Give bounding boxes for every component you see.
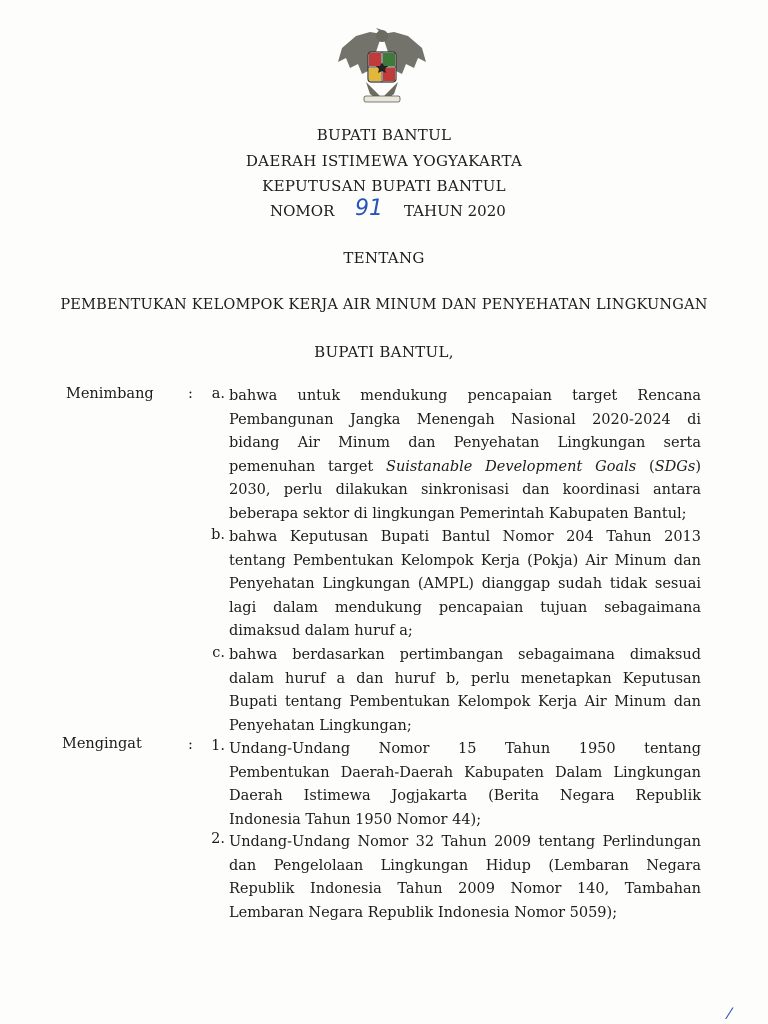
text-fragment: (: [636, 458, 655, 475]
decree-year: TAHUN 2020: [404, 202, 506, 220]
sdgs-term: Suistanable Development Goals: [386, 458, 637, 475]
menimbang-c-text: [229, 644, 701, 738]
menimbang-label: Menimbang: [66, 386, 154, 402]
text-line: bahwa untuk mendukung pencapaian target Rencana: [229, 388, 701, 404]
text-line: dalam huruf a dan huruf b, perlu menetapkan Keputusan: [229, 670, 701, 687]
text-line: lagi dalam mendukung pencapaian tujuan sebagaimana: [229, 599, 701, 616]
text-line: Pembangunan Jangka Menengah Nasional 2020-2024 di: [229, 411, 701, 428]
text-fragment: ): [695, 458, 701, 475]
menimbang-b-text: [229, 526, 701, 644]
menimbang-c-marker: c.: [212, 645, 225, 661]
nomor-label: NOMOR: [270, 202, 335, 220]
text-line: bidang Air Minum dan Penyehatan Lingkungan serta: [229, 435, 701, 452]
text-line: Penyehatan Lingkungan;: [229, 717, 412, 734]
text-line: [229, 456, 701, 480]
initial-mark: ⁄: [728, 1004, 731, 1023]
text-line: Pembentukan Daerah-Daerah Kabupaten Dalam Lingkungan: [229, 764, 701, 781]
mengingat-2-marker: 2.: [211, 831, 225, 847]
mengingat-colon: :: [188, 737, 193, 753]
mengingat-1-text: [229, 738, 701, 832]
decree-subject: PEMBENTUKAN KELOMPOK KERJA AIR MINUM DAN PENYEHATAN LINGKUNGAN: [60, 297, 708, 313]
text-line: Republik Indonesia Tahun 2009 Nomor 140, Tambahan: [229, 881, 701, 898]
tentang-heading: TENTANG: [343, 249, 425, 267]
authority-line: BUPATI BANTUL,: [314, 343, 454, 361]
sdgs-abbrev: SDGs: [654, 458, 696, 475]
text-line: Undang-Undang Nomor 32 Tahun 2009 tentang Perlindungan: [229, 834, 701, 850]
menimbang-a-marker: a.: [211, 386, 225, 402]
text-fragment: pemenuhan target: [229, 458, 387, 475]
text-line: bahwa berdasarkan pertimbangan sebagaimana dimaksud: [229, 647, 701, 663]
text-line: Penyehatan Lingkungan (AMPL) dianggap sudah tidak sesuai: [229, 576, 701, 593]
menimbang-b-marker: b.: [211, 527, 225, 543]
mengingat-2-text: [229, 831, 701, 925]
text-line: Undang-Undang Nomor 15 Tahun 1950 tentang: [229, 741, 701, 757]
menimbang-colon: :: [188, 386, 193, 402]
text-line: tentang Pembentukan Kelompok Kerja (Pokja) Air Minum dan: [229, 552, 701, 569]
mengingat-label: Mengingat: [62, 736, 142, 752]
text-line: beberapa sektor di lingkungan Pemerintah Kabupaten Bantul;: [229, 505, 687, 522]
text-line: bahwa Keputusan Bupati Bantul Nomor 204 Tahun 2013: [229, 529, 701, 545]
document-issuer: BUPATI BANTUL: [316, 126, 452, 144]
text-line: Daerah Istimewa Jogjakarta (Berita Negara Republik: [229, 788, 701, 805]
decree-number-handwritten: 91: [355, 196, 383, 221]
text-line: dimaksud dalam huruf a;: [229, 623, 413, 640]
mengingat-1-marker: 1.: [211, 738, 225, 754]
text-line: dan Pengelolaan Lingkungan Hidup (Lembaran Negara: [229, 857, 701, 874]
text-line: Bupati tentang Pembentukan Kelompok Kerja Air Minum dan: [229, 694, 701, 711]
document-region: DAERAH ISTIMEWA YOGYAKARTA: [245, 152, 523, 170]
document-type: KEPUTUSAN BUPATI BANTUL: [262, 177, 506, 195]
text-line: Indonesia Tahun 1950 Nomor 44);: [229, 811, 482, 828]
text-line: Lembaran Negara Republik Indonesia Nomor 5059);: [229, 904, 618, 921]
menimbang-a-text: [229, 385, 701, 527]
text-line: 2030, perlu dilakukan sinkronisasi dan koordinasi antara: [229, 482, 701, 499]
garuda-emblem: [336, 24, 428, 108]
